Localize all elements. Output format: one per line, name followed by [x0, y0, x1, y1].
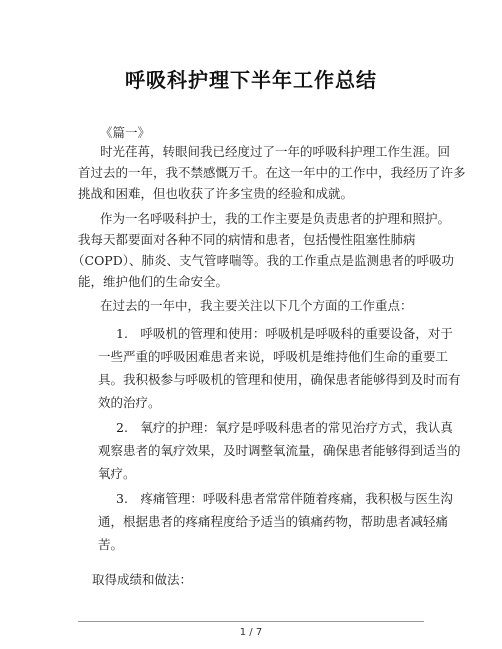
paragraph-line: 能，维护他们的生命安全。 [78, 274, 229, 289]
list-item-line: 一些严重的呼吸困难患者来说，呼吸机是维持他们生命的重要工 [98, 349, 449, 364]
page-number: 1 / 7 [239, 627, 263, 638]
list-item-line: 苦。 [98, 537, 124, 552]
paragraph-line: 挑战和困难，但也收获了许多宝贵的经验和成就。 [78, 186, 354, 201]
list-item-line: 2. 氧疗的护理：氧疗是呼吸科患者的常见治疗方式，我认真 [116, 420, 453, 435]
document-title: 呼吸科护理下半年工作总结 [125, 68, 377, 92]
footer-divider [78, 621, 424, 622]
paragraph-line: （COPD）、肺炎、支气管哮喘等。我的工作重点是监测患者的呼吸功 [72, 253, 454, 268]
list-item-line: 观察患者的氧疗效果，及时调整氧流量，确保患者能够得到适当的 [98, 443, 461, 458]
paragraph-line: 作为一名呼吸科护士，我的工作主要是负责患者的护理和照护。 [100, 211, 451, 226]
list-item-line: 氧疗。 [98, 466, 136, 481]
paragraph-line: 首过去的一年，我不禁感慨万千。在这一年中的工作中，我经历了许多 [78, 165, 466, 180]
list-item-line: 具。我积极参与呼吸机的管理和使用，确保患者能够得到及时而有 [98, 372, 461, 387]
list-item-line: 通，根据患者的疼痛程度给予适当的镇痛药物，帮助患者减轻痛 [98, 514, 449, 529]
list-item-line: 3. 疼痛管理：呼吸科患者常常伴随着疼痛，我积极与医生沟 [116, 491, 453, 506]
paragraph-line: 我每天都要面对各种不同的病情和患者，包括慢性阻塞性肺病 [78, 232, 416, 247]
paragraph-line: 时光荏苒，转眼间我已经度过了一年的呼吸科护理工作生涯。回 [100, 144, 451, 159]
list-item-line: 1. 呼吸机的管理和使用：呼吸机是呼吸科的重要设备，对于 [116, 326, 453, 341]
section-label: 《篇一》 [100, 125, 151, 140]
paragraph-line: 在过去的一年中，我主要关注以下几个方面的工作重点： [100, 298, 413, 313]
list-item-line: 效的治疗。 [98, 395, 161, 410]
paragraph-line: 取得成绩和做法： [92, 572, 193, 587]
